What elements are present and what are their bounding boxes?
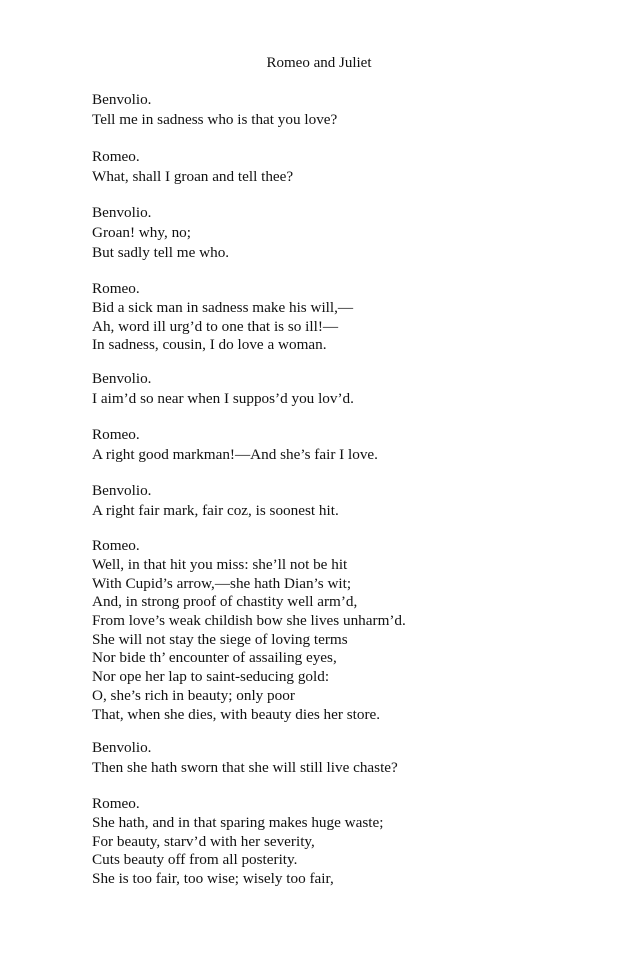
speech-block — [92, 203, 612, 263]
speaker-name: Benvolio. — [92, 739, 152, 756]
verse-line: I aim’d so near when I suppos’d you lov’d. — [92, 390, 354, 407]
verse-line: A right fair mark, fair coz, is soonest hit. — [92, 502, 339, 519]
speaker-name: Romeo. — [92, 426, 140, 443]
verse-line: For beauty, starv’d with her severity, — [92, 832, 315, 850]
verse-line: And, in strong proof of chastity well arm’d, — [92, 593, 358, 611]
verse-line: Bid a sick man in sadness make his will,— — [92, 299, 354, 316]
verse-line: Nor bide th’ encounter of assailing eyes, — [92, 649, 337, 667]
verse-line: Groan! why, no; — [92, 224, 191, 241]
speaker-name: Romeo. — [92, 795, 140, 812]
speaker-name: Benvolio. — [92, 204, 152, 221]
verse-line: O, she’s rich in beauty; only poor — [92, 686, 295, 704]
speaker-name: Romeo. — [92, 537, 140, 554]
verse-line: From love’s weak childish bow she lives unharm’d. — [92, 612, 406, 630]
verse-line: What, shall I groan and tell thee? — [92, 168, 294, 185]
speaker-name: Benvolio. — [92, 482, 152, 499]
speech-block — [92, 794, 612, 889]
speech-block — [92, 369, 612, 409]
speech-block — [92, 536, 612, 724]
verse-line: Ah, word ill urg’d to one that is so ill!— — [92, 317, 339, 335]
speech-block — [92, 147, 612, 187]
speaker-name: Benvolio. — [92, 91, 152, 108]
speaker-name: Romeo. — [92, 280, 140, 297]
speech-block — [92, 738, 612, 778]
speaker-name: Benvolio. — [92, 370, 152, 387]
speaker-name: Romeo. — [92, 148, 140, 165]
verse-line: Cuts beauty off from all posterity. — [92, 851, 298, 869]
verse-line: Well, in that hit you miss: she’ll not be hit — [92, 556, 348, 573]
speech-block — [92, 425, 612, 465]
verse-line: Then she hath sworn that she will still live chaste? — [92, 759, 398, 776]
verse-line: But sadly tell me who. — [92, 244, 230, 261]
verse-line: In sadness, cousin, I do love a woman. — [92, 336, 327, 354]
speech-block — [92, 481, 612, 521]
verse-line: Nor ope her lap to saint-seducing gold: — [92, 668, 330, 686]
verse-line: Tell me in sadness who is that you love? — [92, 111, 338, 128]
verse-line: That, when she dies, with beauty dies her store. — [92, 705, 381, 723]
verse-line: She will not stay the siege of loving terms — [92, 630, 348, 648]
document-title: Romeo and Juliet — [266, 55, 372, 71]
verse-line: With Cupid’s arrow,—she hath Dian’s wit; — [92, 574, 352, 592]
verse-line: She hath, and in that sparing makes huge waste; — [92, 814, 384, 831]
verse-line: A right good markman!—And she’s fair I love. — [92, 446, 378, 463]
speech-block — [92, 279, 612, 355]
speech-block — [92, 90, 612, 130]
verse-line: She is too fair, too wise; wisely too fair, — [92, 870, 334, 888]
